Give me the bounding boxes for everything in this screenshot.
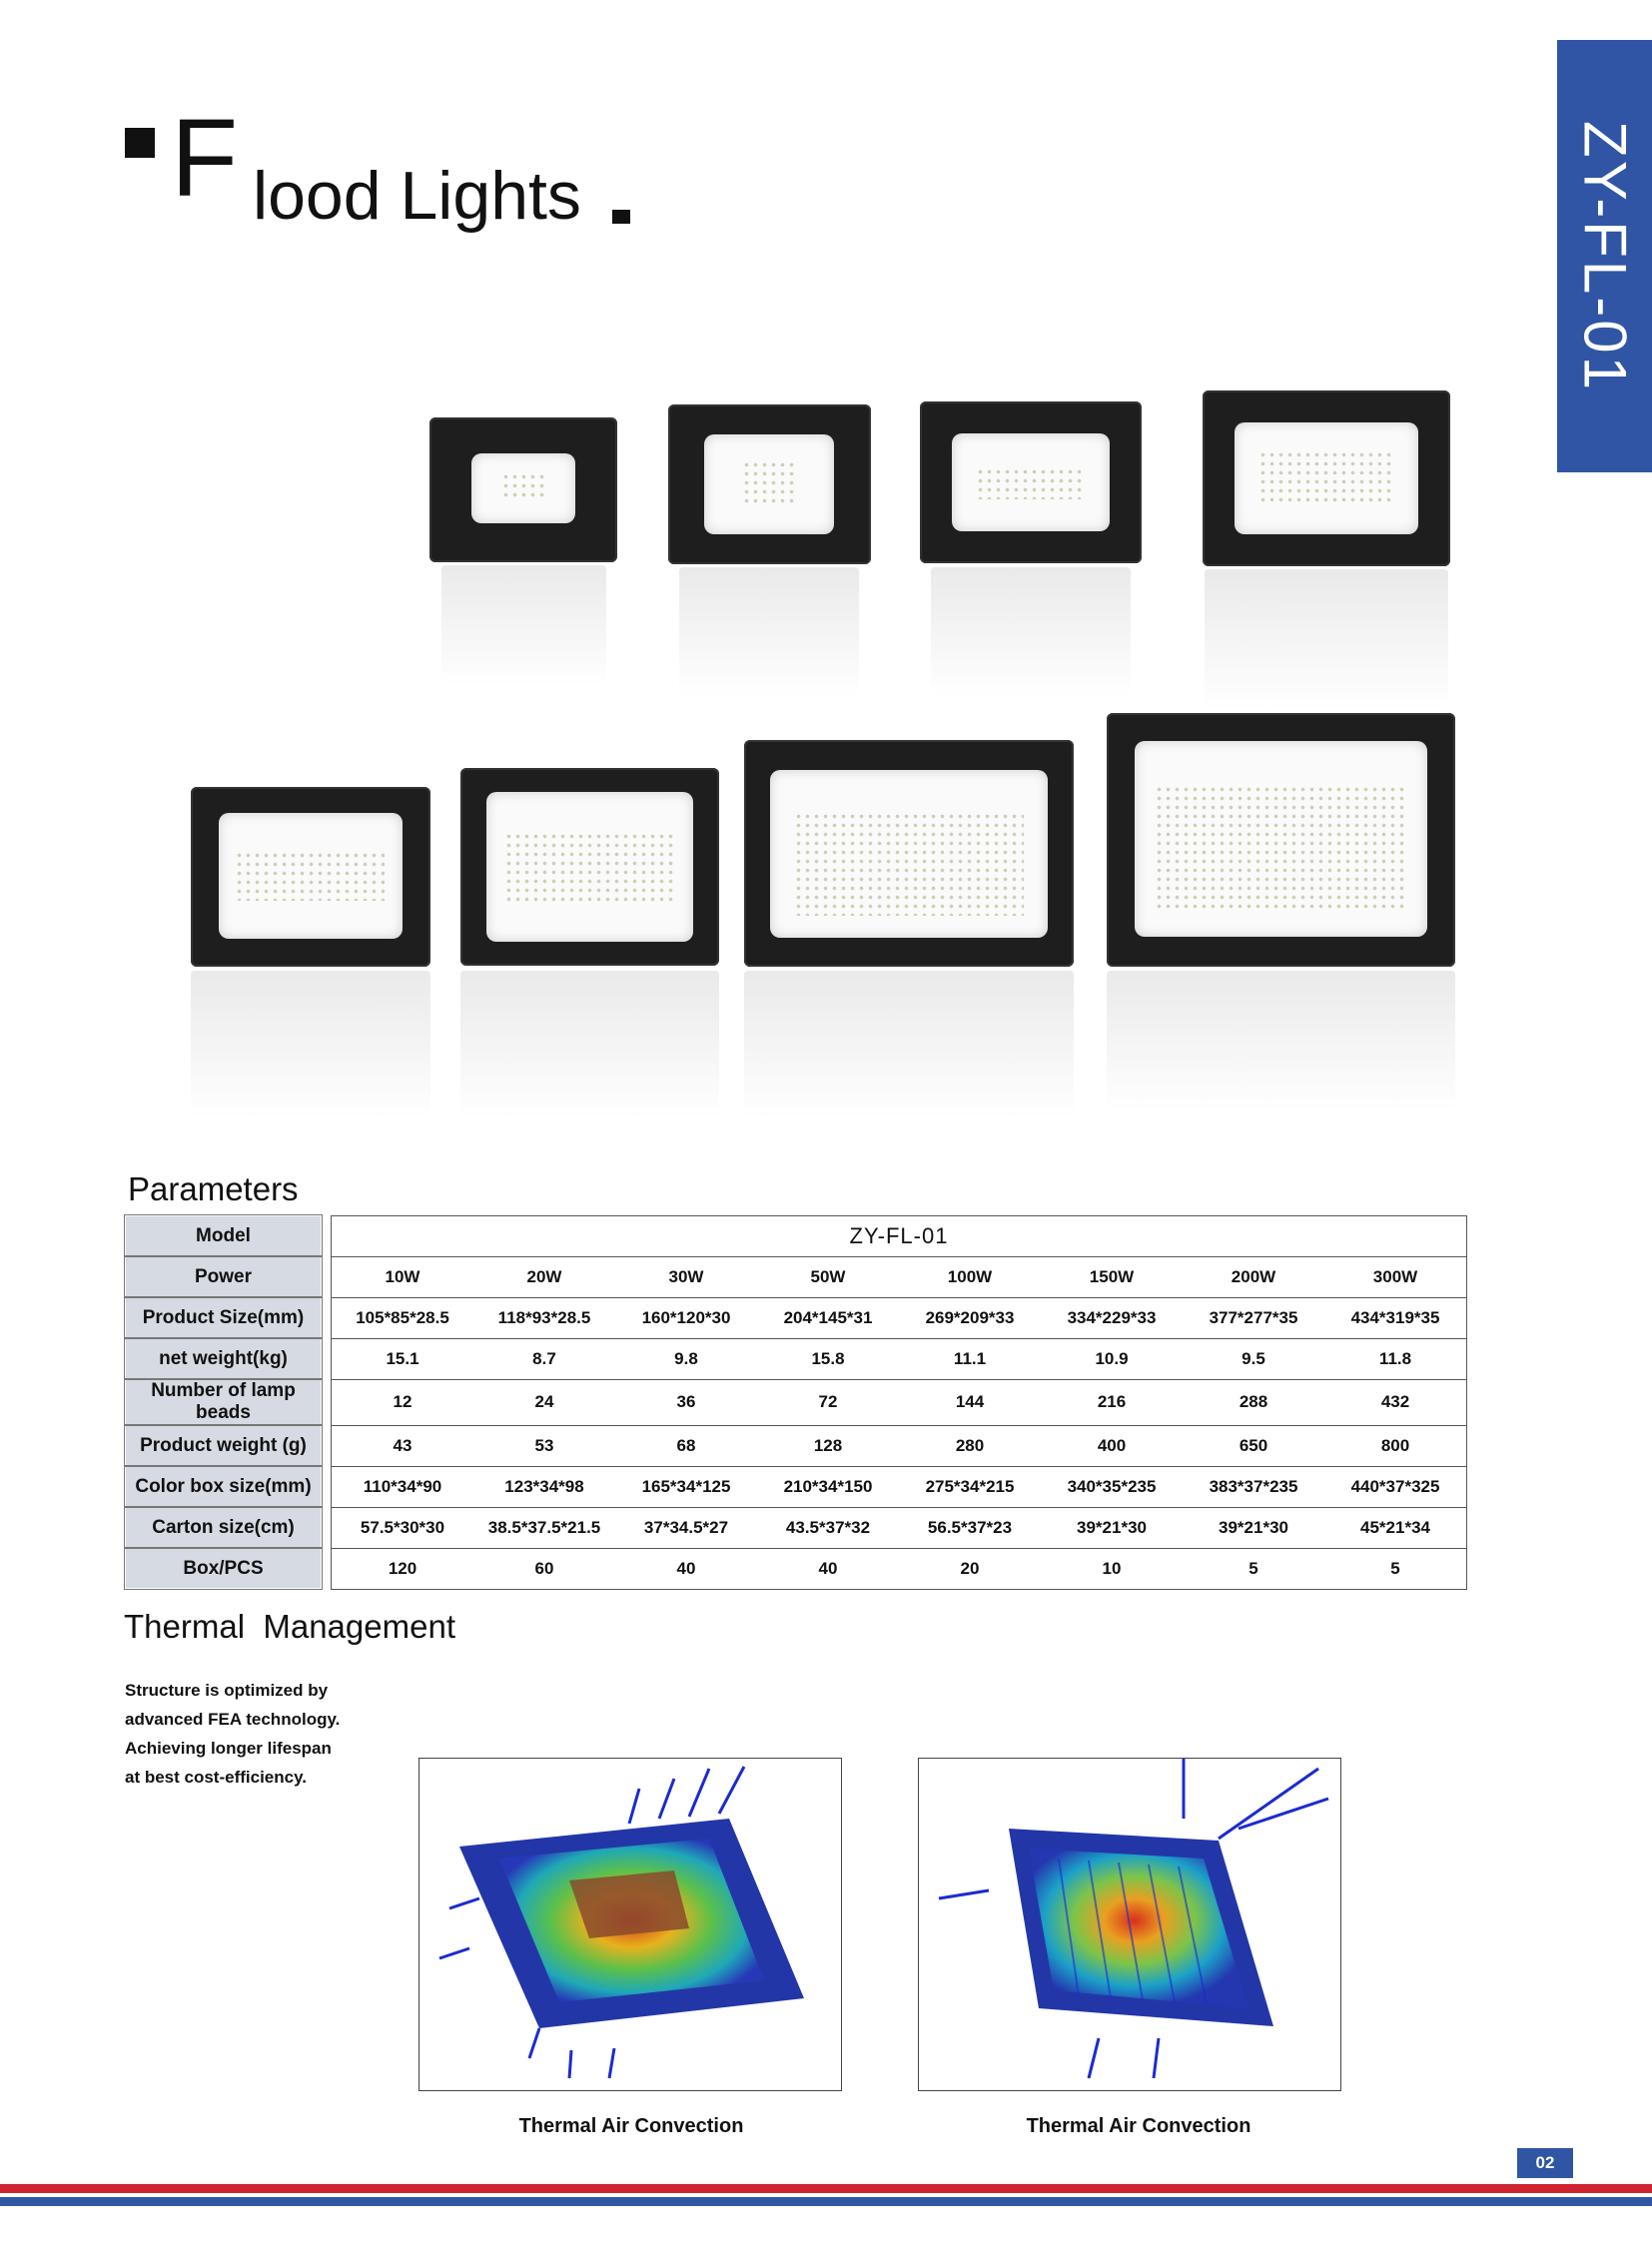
- table-cell: 210*34*150: [757, 1466, 899, 1507]
- page-title: [125, 97, 664, 238]
- table-cell: 39*21*30: [1041, 1507, 1183, 1548]
- table-cell: 400: [1041, 1425, 1183, 1466]
- table-cell: 36: [615, 1379, 757, 1425]
- table-cell: 280: [899, 1425, 1041, 1466]
- lamp-reflection: [679, 567, 859, 697]
- table-cell: 60: [473, 1548, 615, 1589]
- table-cell: 434*319*35: [1324, 1297, 1467, 1338]
- table-cell: 43: [332, 1425, 474, 1466]
- lamp-image-150w: [460, 768, 719, 966]
- table-row: [125, 1338, 1467, 1379]
- side-tab-label: ZY-FL-01: [1571, 120, 1638, 392]
- table-cell: 43.5*37*32: [757, 1507, 899, 1548]
- table-row: [125, 1379, 1467, 1425]
- table-cell: 9.5: [1183, 1338, 1324, 1379]
- lamp-image-20w: [668, 404, 871, 564]
- lamp-image-200w: [744, 740, 1074, 967]
- row-label: Number of lamp beads: [125, 1379, 322, 1425]
- table-cell: 160*120*30: [615, 1297, 757, 1338]
- table-cell: 110*34*90: [332, 1466, 474, 1507]
- table-cell: 38.5*37.5*21.5: [473, 1507, 615, 1548]
- table-cell: 15.8: [757, 1338, 899, 1379]
- page-number: 02: [1517, 2148, 1573, 2178]
- table-row: [125, 1425, 1467, 1466]
- lamp-image-30w: [920, 401, 1142, 563]
- description-line: Structure is optimized by: [125, 1681, 329, 1700]
- row-label: Model: [125, 1215, 322, 1256]
- table-cell: 10W: [332, 1256, 474, 1297]
- row-label: Power: [125, 1256, 322, 1297]
- table-cell: 39*21*30: [1183, 1507, 1324, 1548]
- row-label: Product weight (g): [125, 1425, 322, 1466]
- table-cell: 204*145*31: [757, 1297, 899, 1338]
- row-label: net weight(kg): [125, 1338, 322, 1379]
- table-cell: 144: [899, 1379, 1041, 1425]
- table-cell: 11.1: [899, 1338, 1041, 1379]
- table-cell: 432: [1324, 1379, 1467, 1425]
- lamp-reflection: [1107, 971, 1455, 1111]
- description-line: Achieving longer lifespan: [125, 1739, 332, 1758]
- side-tab-model: [1557, 40, 1652, 472]
- thermal-simulation-image-back: [918, 1758, 1341, 2091]
- lamp-image-300w: [1107, 713, 1455, 967]
- description-line: advanced FEA technology.: [125, 1710, 341, 1729]
- table-cell: 216: [1041, 1379, 1183, 1425]
- table-cell: 57.5*30*30: [332, 1507, 474, 1548]
- table-cell: 150W: [1041, 1256, 1183, 1297]
- row-label: Box/PCS: [125, 1548, 322, 1589]
- lamp-reflection: [931, 567, 1131, 697]
- table-cell: 53: [473, 1425, 615, 1466]
- table-cell: 100W: [899, 1256, 1041, 1297]
- lamp-image-100w: [191, 787, 430, 967]
- lamp-reflection: [441, 565, 606, 685]
- table-cell: 118*93*28.5: [473, 1297, 615, 1338]
- title-square-mark: [125, 128, 155, 158]
- lamp-image-10w: [429, 417, 617, 562]
- row-label: Carton size(cm): [125, 1507, 322, 1548]
- table-cell: 8.7: [473, 1338, 615, 1379]
- table-cell: 11.8: [1324, 1338, 1467, 1379]
- table-cell: 334*229*33: [1041, 1297, 1183, 1338]
- lamp-reflection: [744, 971, 1074, 1119]
- table-cell: 40: [615, 1548, 757, 1589]
- footer-red-stripe: [0, 2184, 1652, 2193]
- table-cell: 30W: [615, 1256, 757, 1297]
- table-cell: 377*277*35: [1183, 1297, 1324, 1338]
- table-cell: 45*21*34: [1324, 1507, 1467, 1548]
- table-row: [125, 1466, 1467, 1507]
- table-cell: 9.8: [615, 1338, 757, 1379]
- lamp-reflection: [460, 971, 719, 1119]
- table-cell: 440*37*325: [1324, 1466, 1467, 1507]
- table-cell: 72: [757, 1379, 899, 1425]
- table-cell: 20: [899, 1548, 1041, 1589]
- table-cell: 383*37*235: [1183, 1466, 1324, 1507]
- table-cell: 12: [332, 1379, 474, 1425]
- table-cell: 800: [1324, 1425, 1467, 1466]
- table-cell: 10.9: [1041, 1338, 1183, 1379]
- lamp-reflection: [1205, 569, 1448, 709]
- table-cell: 288: [1183, 1379, 1324, 1425]
- table-cell: 275*34*215: [899, 1466, 1041, 1507]
- table-cell: 15.1: [332, 1338, 474, 1379]
- row-label: Product Size(mm): [125, 1297, 322, 1338]
- table-cell: 68: [615, 1425, 757, 1466]
- table-row: [125, 1297, 1467, 1338]
- table-row: [125, 1256, 1467, 1297]
- table-cell: 200W: [1183, 1256, 1324, 1297]
- table-cell: 40: [757, 1548, 899, 1589]
- table-cell: 128: [757, 1425, 899, 1466]
- table-row: [125, 1507, 1467, 1548]
- lamp-image-50w: [1203, 390, 1450, 566]
- row-label: Color box size(mm): [125, 1466, 322, 1507]
- table-cell: 20W: [473, 1256, 615, 1297]
- thermal-simulation-image-front: [418, 1758, 842, 2091]
- title-dot-mark: [612, 210, 630, 224]
- table-cell: 340*35*235: [1041, 1466, 1183, 1507]
- table-cell: 300W: [1324, 1256, 1467, 1297]
- table-cell: 650: [1183, 1425, 1324, 1466]
- table-cell: 24: [473, 1379, 615, 1425]
- table-cell: 123*34*98: [473, 1466, 615, 1507]
- lamp-reflection: [191, 971, 430, 1119]
- thermal-caption-2: Thermal Air Convection: [1026, 2115, 1251, 2137]
- table-cell: 5: [1183, 1548, 1324, 1589]
- table-cell: 56.5*37*23: [899, 1507, 1041, 1548]
- table-cell: 105*85*28.5: [332, 1297, 474, 1338]
- table-cell: 10: [1041, 1548, 1183, 1589]
- parameters-table: [124, 1214, 1467, 1590]
- table-cell: 120: [332, 1548, 474, 1589]
- table-cell: 50W: [757, 1256, 899, 1297]
- model-value: ZY-FL-01: [332, 1215, 1467, 1256]
- footer-blue-stripe: [0, 2197, 1652, 2206]
- table-cell: 37*34.5*27: [615, 1507, 757, 1548]
- table-cell: 5: [1324, 1548, 1467, 1589]
- title-initial: F: [171, 97, 239, 220]
- title-rest: lood Lights: [253, 158, 581, 234]
- thermal-description: [125, 1676, 385, 1792]
- thermal-heading: Thermal Management: [124, 1608, 455, 1645]
- table-cell: 269*209*33: [899, 1297, 1041, 1338]
- parameters-heading: Parameters: [128, 1170, 299, 1207]
- description-line: at best cost-efficiency.: [125, 1768, 308, 1787]
- table-cell: 165*34*125: [615, 1466, 757, 1507]
- thermal-caption-1: Thermal Air Convection: [518, 2115, 744, 2137]
- table-row: [125, 1548, 1467, 1589]
- table-row-model: [125, 1215, 1467, 1256]
